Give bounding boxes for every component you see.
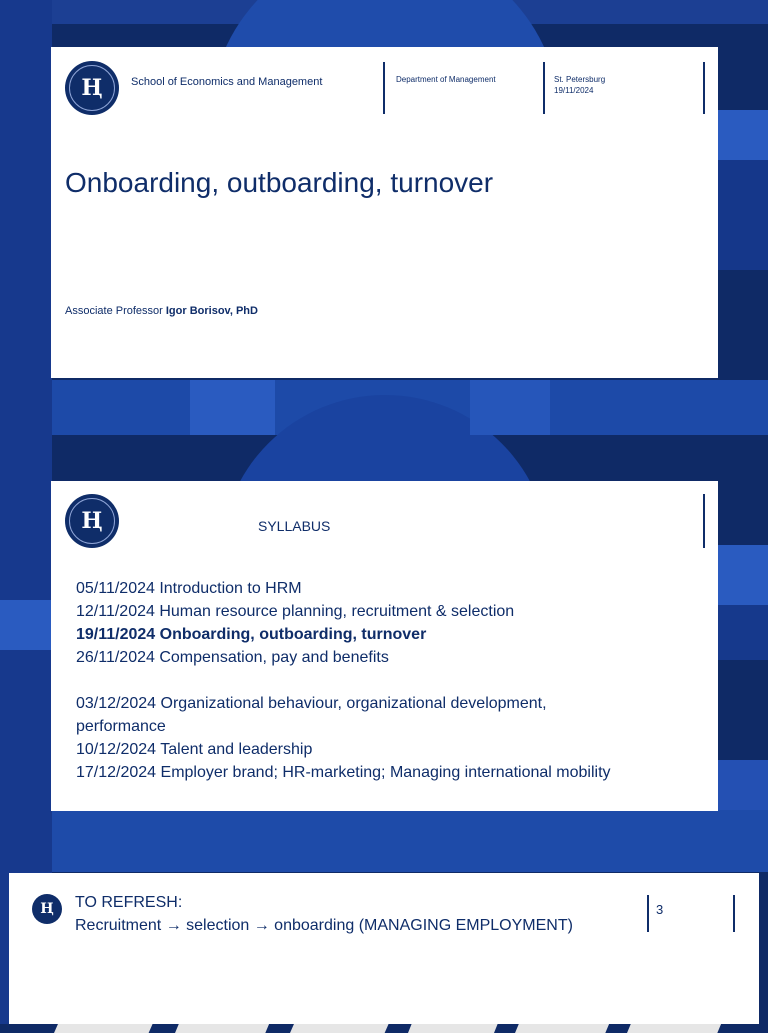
syllabus-item: 17/12/2024 Employer brand; HR-marketing; Managing international mobility: [76, 764, 611, 781]
refresh-title: TO REFRESH:: [75, 894, 183, 911]
refresh-slide: [9, 873, 759, 1024]
author-name: Igor Borisov, PhD: [165, 305, 258, 317]
divider: [383, 62, 385, 114]
syllabus-heading: SYLLABUS: [258, 518, 331, 534]
logo-glyph-icon: Ң: [81, 508, 103, 534]
syllabus-item: 26/11/2024 Compensation, pay and benefits: [76, 649, 389, 666]
syllabus-slide: [51, 481, 718, 811]
syllabus-item: 12/11/2024 Human resource planning, recruitment & selection: [76, 603, 515, 620]
school-name: School of Economics and Management: [131, 76, 323, 88]
title-slide: [51, 47, 718, 378]
university-logo: [65, 494, 119, 548]
city: St. Petersburg: [554, 75, 606, 84]
divider: [543, 62, 545, 114]
author-line: [65, 305, 258, 317]
author-role: Associate Professor: [65, 305, 166, 317]
slide-title: Onboarding, outboarding, turnover: [65, 167, 494, 198]
divider: [703, 494, 705, 548]
date: 19/11/2024: [554, 86, 594, 95]
syllabus-item: 05/11/2024 Introduction to HRM: [76, 580, 302, 597]
divider: [733, 895, 735, 932]
divider: [703, 62, 705, 114]
syllabus-item: performance: [76, 718, 166, 735]
syllabus-item-current: 19/11/2024 Onboarding, outboarding, turnover: [76, 626, 427, 643]
university-logo: [65, 61, 119, 115]
syllabus-item: 03/12/2024 Organizational behaviour, organizational development,: [76, 695, 547, 712]
university-logo: [32, 894, 62, 924]
divider: [647, 895, 649, 932]
refresh-subtitle: Recruitment → selection → onboarding (MANAGING EMPLOYMENT): [75, 917, 573, 934]
logo-glyph-icon: Ң: [81, 75, 103, 101]
page-number: 3: [656, 902, 664, 917]
syllabus-item: 10/12/2024 Talent and leadership: [76, 741, 313, 758]
department-name: Department of Management: [396, 75, 496, 84]
logo-glyph-icon: Ң: [40, 901, 54, 917]
